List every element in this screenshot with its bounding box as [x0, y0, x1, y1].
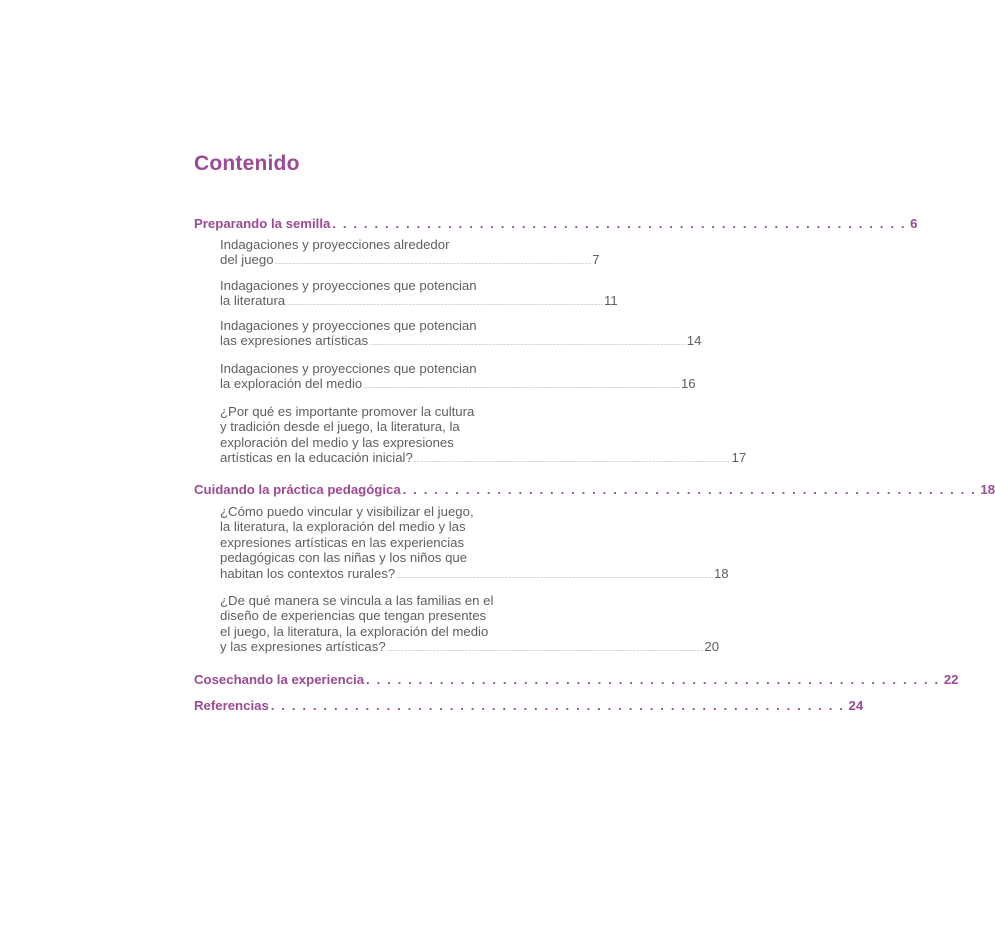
- toc-entry-text: Indagaciones y proyecciones que potencian: [220, 361, 477, 376]
- toc-page-number: 18: [713, 565, 729, 581]
- toc-entry-text: diseño de experiencias que tengan presentes: [220, 608, 487, 624]
- toc-entry-text: la literatura: [220, 293, 286, 309]
- toc-page-number: 18: [980, 482, 995, 497]
- toc-entry-text: expresiones artísticas en las experiencias: [220, 534, 465, 550]
- toc-page-number: 7: [592, 252, 600, 268]
- dot-leader: ....................................................................................................................................................................................................................................: [386, 647, 704, 654]
- toc-entry[interactable]: [220, 504, 729, 585]
- toc-page-number: 24: [848, 698, 864, 713]
- toc-entry[interactable]: [220, 404, 747, 470]
- toc-section-label: Preparando la semilla: [194, 216, 331, 231]
- toc-entry-text: la literatura, la exploración del medio y las: [220, 519, 466, 535]
- toc-entry-text: las expresiones artísticas: [220, 333, 369, 349]
- toc-entry-text: habitan los contextos rurales?: [220, 565, 396, 581]
- toc-entry[interactable]: [220, 361, 696, 396]
- toc-page-number: 6: [910, 216, 918, 231]
- toc-entry-text: Indagaciones y proyecciones que potencian: [220, 278, 477, 293]
- toc-section-label: Referencias: [194, 698, 269, 713]
- dot-leader: ....................................................................................................................................................................................................................................: [369, 341, 686, 348]
- toc-entry-text: Indagaciones y proyecciones alrededor: [220, 237, 450, 252]
- toc-page-number: 22: [943, 672, 959, 687]
- dot-leader: . . . . . . . . . . . . . . . . . . . . . . . . . . . . . . . . . . . . . . . . . . . . . . . . . . . . . . .: [366, 672, 940, 687]
- toc-entry[interactable]: [220, 318, 702, 353]
- toc-section-preparando[interactable]: [194, 216, 918, 231]
- toc-entry-text: pedagógicas con las niñas y los niños que: [220, 550, 468, 566]
- dot-leader: . . . . . . . . . . . . . . . . . . . . . . . . . . . . . . . . . . . . . . . . . . . . . . . . . . . . . . .: [402, 482, 977, 497]
- dot-leader: ....................................................................................................................................................................................................................................: [286, 301, 603, 308]
- dot-leader: . . . . . . . . . . . . . . . . . . . . . . . . . . . . . . . . . . . . . . . . . . . . . . . . . . . . . . .: [332, 216, 907, 231]
- toc-entry[interactable]: [220, 237, 600, 272]
- toc-page-number: 17: [731, 450, 747, 466]
- toc-page-number: 11: [603, 293, 618, 309]
- page-title: Contenido: [194, 152, 300, 175]
- toc-entry[interactable]: [220, 278, 618, 313]
- toc-entry-text: del juego: [220, 252, 274, 268]
- toc-page-number: 16: [680, 376, 696, 392]
- toc-section-cosechando[interactable]: [194, 672, 959, 687]
- toc-entry-text: ¿Cómo puedo vincular y visibilizar el juego,: [220, 504, 474, 519]
- toc-page-number: 20: [704, 639, 720, 655]
- toc-section-label: Cuidando la práctica pedagógica: [194, 482, 401, 497]
- toc-entry-text: el juego, la literatura, la exploración del medio: [220, 623, 489, 639]
- toc-section-label: Cosechando la experiencia: [194, 672, 365, 687]
- toc-entry-text: ¿Por qué es importante promover la cultura: [220, 404, 475, 419]
- toc-entry-text: y tradición desde el juego, la literatura, la: [220, 419, 460, 435]
- toc-page-number: 14: [686, 333, 702, 349]
- toc-entry-text: Indagaciones y proyecciones que potencian: [220, 318, 477, 333]
- toc-entry-text: artísticas en la educación inicial?: [220, 450, 413, 466]
- toc-entry-text: ¿De qué manera se vincula a las familias en el: [220, 593, 494, 608]
- dot-leader: ....................................................................................................................................................................................................................................: [413, 458, 731, 465]
- toc-entry-text: exploración del medio y las expresiones: [220, 434, 454, 450]
- dot-leader: ....................................................................................................................................................................................................................................: [274, 260, 592, 267]
- toc-entry-text: y las expresiones artísticas?: [220, 639, 386, 655]
- toc-entry[interactable]: [220, 593, 720, 659]
- toc-section-cuidando[interactable]: [194, 482, 995, 497]
- dot-leader: ....................................................................................................................................................................................................................................: [396, 573, 713, 580]
- dot-leader: . . . . . . . . . . . . . . . . . . . . . . . . . . . . . . . . . . . . . . . . . . . . . . . . . . . . . . .: [270, 698, 845, 713]
- dot-leader: ....................................................................................................................................................................................................................................: [363, 384, 680, 391]
- toc-section-referencias[interactable]: [194, 698, 864, 713]
- toc-entry-text: la exploración del medio: [220, 376, 363, 392]
